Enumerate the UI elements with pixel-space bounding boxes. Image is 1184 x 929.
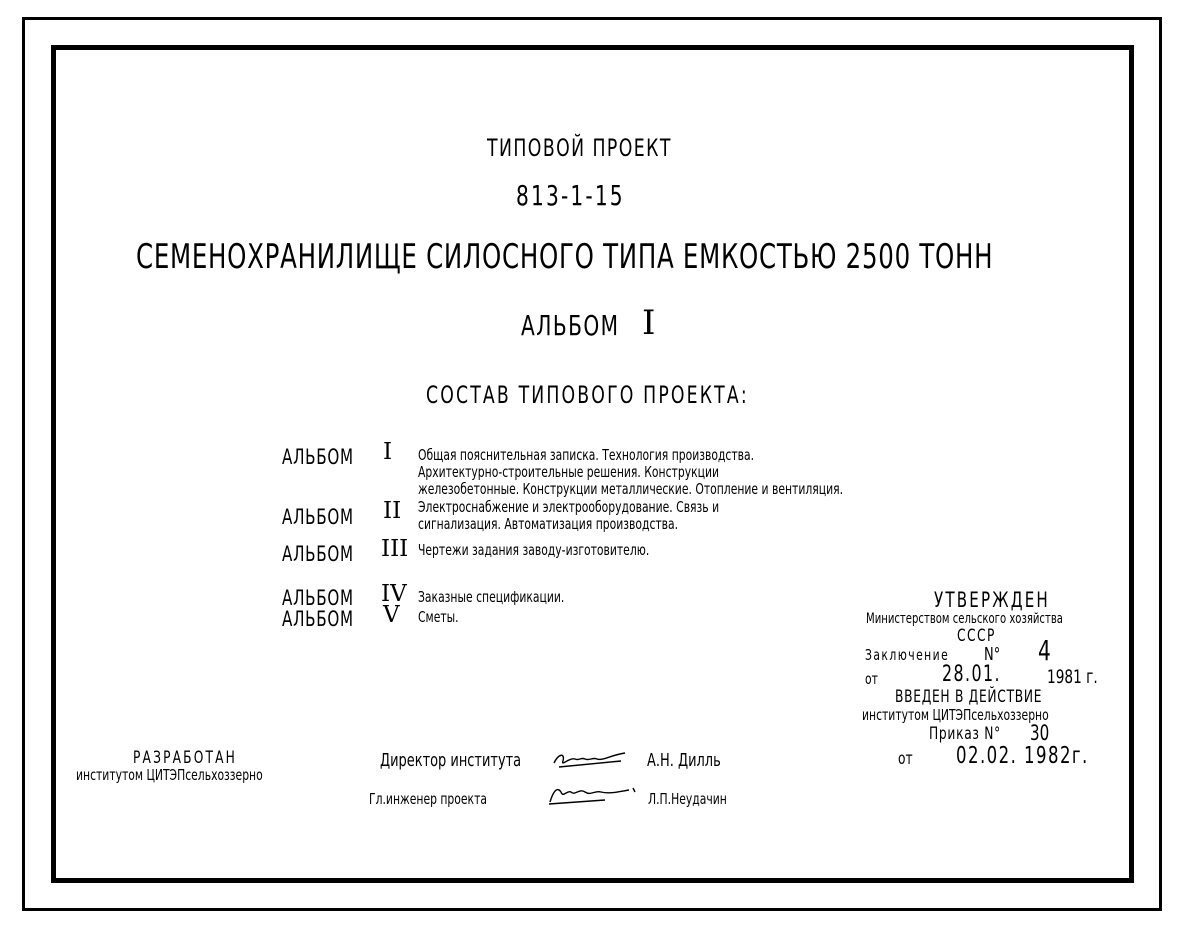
album-desc-3: Чертежи задания заводу-изготовителю.	[418, 541, 650, 559]
album-number-5: V	[383, 602, 400, 628]
approval-order-no: 30	[1030, 721, 1050, 745]
approval-conclusion-no-label: N°	[984, 644, 1001, 665]
developer-institute: институтом ЦИТЭПсельхоззерно	[76, 766, 263, 784]
director-role: Директор института	[380, 750, 522, 771]
album-label-4: АЛЬБОМ	[282, 586, 354, 610]
album-number-3: III	[381, 536, 409, 562]
engineer-name: Л.П.Неудачин	[648, 790, 727, 808]
album-desc-1-line-3: железобетонные. Конструкции металлические. Отопление и вентиляция.	[418, 480, 844, 498]
director-signature	[551, 747, 629, 773]
approval-country: СССР	[957, 626, 996, 646]
approval-ministry: Министерством сельского хозяйства	[866, 611, 1063, 627]
main-album-number: I	[642, 303, 656, 343]
album-desc-1-line-2: Архитектурно-строительные решения. Конструкции	[418, 463, 719, 481]
album-desc-1-line-1: Общая пояснительная записка. Технология производства.	[418, 446, 755, 464]
approval-enacted: ВВЕДЕН В ДЕЙСТВИЕ	[895, 687, 1043, 707]
album-label-1: АЛЬБОМ	[282, 445, 354, 469]
approval-institute: институтом ЦИТЭПсельхоззерно	[862, 706, 1049, 724]
developer-title: РАЗРАБОТАН	[133, 748, 238, 768]
approval-order-label: Приказ N°	[929, 724, 1001, 744]
approval-conclusion-no: 4	[1038, 634, 1051, 667]
album-label-5: АЛЬБОМ	[282, 607, 354, 631]
engineer-signature	[545, 780, 641, 806]
approval-order-date: 02.02. 1982г.	[956, 743, 1089, 769]
approval-conclusion-label: Заключение	[865, 646, 950, 664]
project-number: 813-1-15	[516, 179, 625, 212]
album-desc-2-line-1: Электроснабжение и электрооборудование. Связь и	[418, 498, 720, 516]
approval-date-year: 1981 г.	[1047, 666, 1098, 688]
approval-date-day: 28.01.	[942, 662, 1002, 687]
main-album-label: АЛЬБОМ	[521, 309, 620, 342]
approval-order-date-prefix: от	[898, 749, 913, 769]
album-desc-5: Сметы.	[418, 608, 459, 626]
approval-title: УТВЕРЖДЕН	[934, 588, 1050, 612]
album-desc-4: Заказные спецификации.	[418, 588, 565, 606]
album-label-3: АЛЬБОМ	[282, 542, 354, 566]
album-number-1: I	[383, 439, 393, 465]
director-name: А.Н. Дилль	[647, 750, 721, 771]
approval-date-prefix: от	[865, 670, 878, 688]
type-line: ТИПОВОЙ ПРОЕКТ	[487, 134, 672, 162]
project-title: СЕМЕНОХРАНИЛИЩЕ СИЛОСНОГО ТИПА ЕМКОСТЬЮ 2500 ТОНН	[136, 237, 994, 277]
composition-heading: СОСТАВ ТИПОВОГО ПРОЕКТА:	[426, 381, 749, 409]
album-label-2: АЛЬБОМ	[282, 505, 354, 529]
album-number-2: II	[383, 498, 402, 524]
engineer-role: Гл.инженер проекта	[369, 790, 487, 808]
album-number-4: IV	[381, 581, 407, 607]
album-desc-2-line-2: сигнализация. Автоматизация производства.	[418, 515, 679, 533]
